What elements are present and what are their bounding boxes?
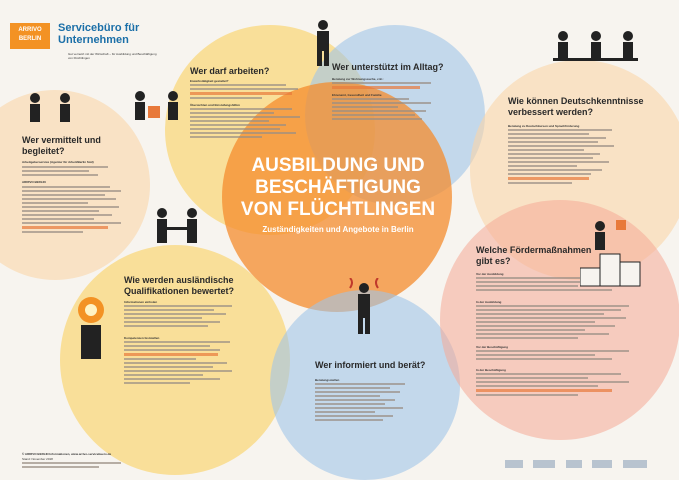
main-title [228, 155, 448, 221]
footer-stand: Stand: November 2018 [22, 457, 53, 461]
vermittelt-first-line: Arbeitgeberservice (Agentur für Arbeit/Berlin Süd) [22, 160, 94, 164]
heading-foerdermassnahmen [476, 245, 591, 267]
footer-copyright: © ARRIVO BERLIN Informationen, www.arrivo-servicebuero.de [22, 452, 112, 456]
foerder-third-line: Vor der Beschäftigung [476, 345, 508, 349]
informiert-text-block [315, 383, 415, 423]
footer-fineprint [22, 462, 132, 470]
heading-wer-vermittelt [22, 135, 101, 157]
foerder-first-line: Vor der Ausbildung [476, 272, 504, 276]
heading-wer-darf: Wer darf arbeiten? [190, 66, 270, 76]
illustration-speaker-man [348, 278, 380, 338]
arrivo-label: ARRIVO BERLIN [22, 180, 46, 184]
illustration-thinking-man [308, 18, 338, 68]
alltag-text-block [332, 82, 442, 91]
darf-first-line: Erwerbstätigkeit gestattet? [190, 79, 229, 83]
brand-name [58, 22, 139, 46]
partner-logo-2 [533, 460, 555, 468]
heading-wer-vermittelt-line-1: Wer vermittelt und [22, 135, 101, 145]
brand-name-line-1: Servicebüro für [58, 22, 140, 34]
brand-name-line-2: Unternehmen [58, 34, 129, 46]
title-line-2: BESCHÄFTIGUNG [255, 177, 421, 198]
alltag-text-block-2 [332, 98, 442, 122]
alltag-first-line: Beratung zur Wohnungssuche, z.B.: [332, 77, 384, 81]
foerder-second-line: In der Ausbildung [476, 300, 502, 304]
illustration-two-people-hands [150, 205, 205, 265]
foerder-text-block-2 [476, 305, 646, 341]
heading-deutschkenntnisse-line-1: Wie können Deutschkenntnisse [508, 96, 644, 106]
heading-foerdermassnahmen-line-2: gibt es? [476, 256, 511, 266]
alltag-second-line: Ehrenamt, Gesundheit und Familie [332, 93, 382, 97]
quali-first-line: Informationen einholen [124, 300, 158, 304]
heading-wer-unterstuetzt: Wer unterstützt im Alltag? [332, 62, 444, 72]
foerder-text-block-3 [476, 350, 646, 362]
illustration-puzzle-people [128, 88, 188, 136]
partner-logo-4 [592, 460, 612, 468]
foerder-text-block-4 [476, 373, 646, 398]
partner-logo-1 [505, 460, 523, 468]
darf-second-line: Übersichten und Einstufungshilfen [190, 103, 240, 107]
title-line-1: AUSBILDUNG UND [251, 155, 425, 176]
brand-tagline: Gut vernetzt mit der Wirtschaft – für Ausbildung und Beschäftigung von Flüchtlingen [68, 52, 157, 60]
darf-text-block-2 [190, 108, 310, 140]
heading-qualifikationen [124, 275, 234, 297]
logo-line-1: ARRIVO [18, 27, 42, 33]
illustration-lightbulb-head [70, 295, 112, 365]
quali-text-block-2 [124, 341, 244, 386]
arrivo-text-block [22, 186, 132, 235]
heading-deutschkenntnisse-line-2: verbessert werden? [508, 107, 594, 117]
subtitle: Zuständigkeiten und Angebote in Berlin [262, 225, 414, 234]
heading-wer-vermittelt-line-2: begleitet? [22, 146, 65, 156]
informiert-first-line: Beratungsstellen [315, 378, 340, 382]
deutsch-first-line: Beratung zu Deutschkursen und Sprachförderung [508, 124, 580, 128]
heading-qualifikationen-line-2: Qualifikationen bewertet? [124, 286, 235, 296]
logo-line-2: BERLIN [18, 36, 42, 42]
footer-partner-logos [505, 455, 670, 473]
heading-wer-informiert: Wer informiert und berät? [315, 360, 426, 370]
title-line-3: VON FLÜCHTLINGEN [240, 199, 436, 220]
heading-foerdermassnahmen-line-1: Welche Fördermaßnahmen [476, 245, 592, 255]
vermittelt-text-block [22, 166, 117, 178]
quali-second-line: Kompetenzen feststellen [124, 336, 160, 340]
illustration-podium [580, 218, 650, 288]
foerder-fourth-line: In der Beschäftigung [476, 368, 506, 372]
deutsch-text-block [508, 129, 623, 186]
darf-text-block [190, 84, 310, 101]
partner-logo-5 [623, 460, 647, 468]
quali-text-block [124, 305, 244, 329]
partner-logo-3 [566, 460, 582, 468]
illustration-jumping-people [20, 90, 80, 135]
heading-deutschkenntnisse [508, 96, 643, 118]
heading-qualifikationen-line-1: Wie werden ausländische [124, 275, 234, 285]
illustration-team-table [548, 28, 643, 78]
arrivo-logo [10, 23, 50, 49]
